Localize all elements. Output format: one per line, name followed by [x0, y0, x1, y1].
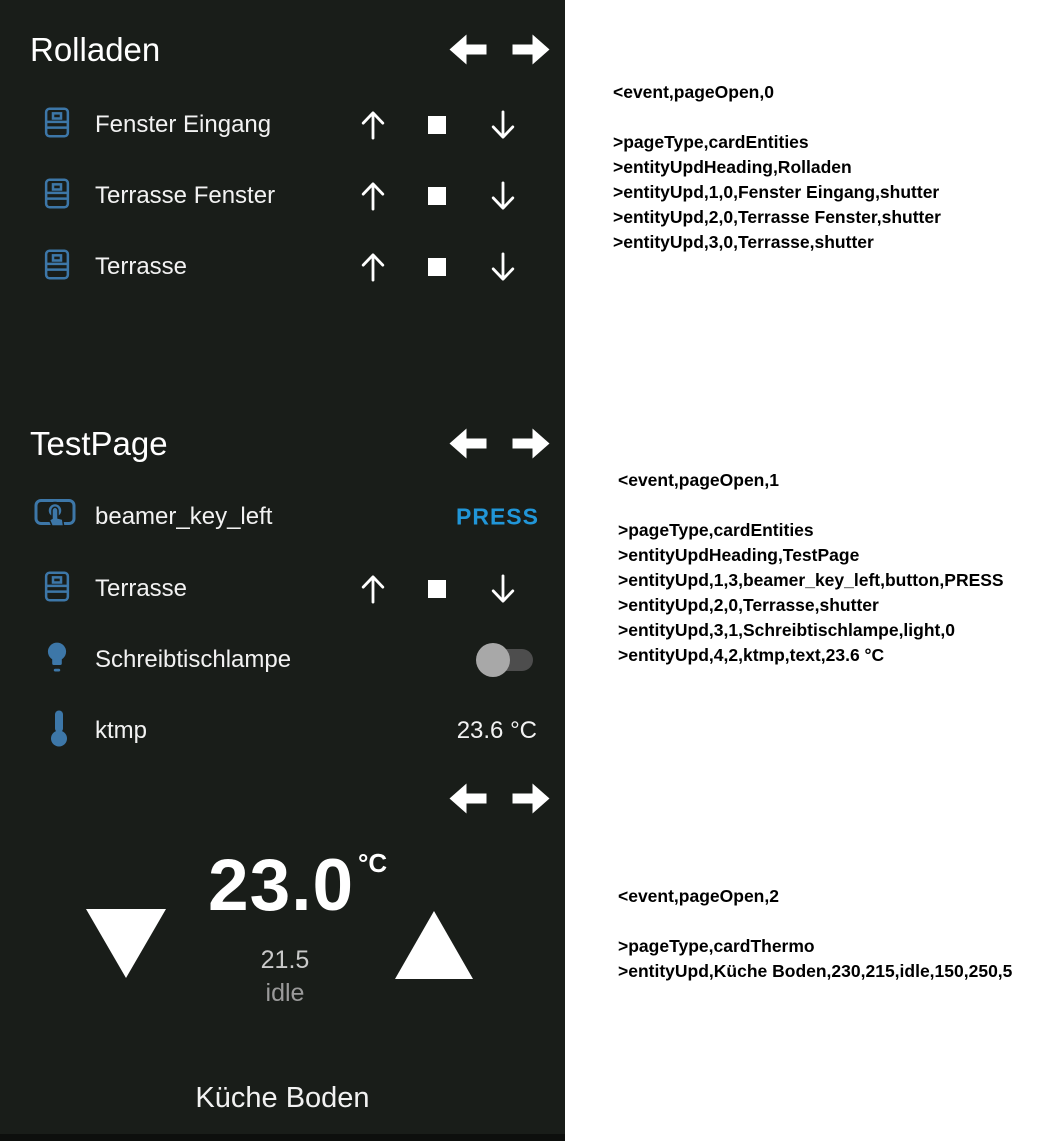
protocol-line: >entityUpd,3,1,Schreibtischlampe,light,0 [618, 620, 955, 640]
shutter-down-button[interactable] [483, 105, 523, 145]
gesture-tap-button-icon [33, 496, 77, 539]
entity-label: Schreibtischlampe [95, 646, 292, 673]
protocol-line: >entityUpd,1,0,Fenster Eingang,shutter [613, 182, 940, 202]
protocol-line: <event,pageOpen,1 [618, 470, 779, 490]
nav-previous-arrow-icon[interactable] [449, 428, 487, 459]
protocol-block-page0 [613, 80, 941, 255]
window-shutter-icon [43, 249, 71, 286]
sensor-value: 23.6 °C [456, 717, 537, 744]
entity-row-light [0, 637, 565, 683]
protocol-line: >pageType,cardEntities [618, 520, 814, 540]
protocol-line: <event,pageOpen,2 [618, 886, 779, 906]
entity-label: Terrasse [95, 253, 188, 280]
nav-next-arrow-icon[interactable] [512, 428, 550, 459]
light-toggle-switch[interactable] [476, 643, 533, 677]
stop-square-icon [428, 187, 446, 205]
window-shutter-icon [43, 571, 71, 608]
nav-previous-arrow-icon[interactable] [449, 34, 487, 65]
entity-row-shutter [0, 173, 565, 219]
window-shutter-icon [43, 178, 71, 215]
panel-bottom-strip [0, 1134, 565, 1141]
protocol-line: >pageType,cardThermo [618, 936, 815, 956]
protocol-line: >entityUpd,Küche Boden,230,215,idle,150,250,5 [618, 961, 1013, 981]
protocol-line: >entityUpdHeading,Rolladen [613, 157, 852, 177]
shutter-stop-button[interactable] [417, 105, 457, 145]
shutter-up-button[interactable] [353, 176, 393, 216]
thermometer-icon [50, 710, 68, 753]
protocol-line: >entityUpdHeading,TestPage [618, 545, 860, 565]
entity-row-shutter [0, 244, 565, 290]
nav-next-arrow-icon[interactable] [512, 783, 550, 814]
setpoint-temperature: 21.5 [260, 946, 310, 974]
thermostat-name: Küche Boden [195, 1082, 370, 1114]
protocol-line: >entityUpd,4,2,ktmp,text,23.6 °C [618, 645, 885, 665]
stop-square-icon [428, 580, 446, 598]
current-temperature: 23.0 [208, 845, 355, 926]
shutter-up-button[interactable] [353, 569, 393, 609]
shutter-down-button[interactable] [483, 247, 523, 287]
stop-square-icon [428, 116, 446, 134]
protocol-line: >pageType,cardEntities [613, 132, 809, 152]
shutter-up-button[interactable] [353, 105, 393, 145]
protocol-block-page2 [618, 884, 1012, 984]
protocol-line [618, 493, 1004, 518]
protocol-line [613, 105, 941, 130]
toggle-knob [476, 643, 510, 677]
protocol-block-page1 [618, 468, 1004, 668]
hvac-state: idle [265, 979, 305, 1007]
shutter-down-button[interactable] [483, 569, 523, 609]
nav-next-arrow-icon[interactable] [512, 34, 550, 65]
protocol-line: >entityUpd,1,3,beamer_key_left,button,PRESS [618, 570, 1004, 590]
entity-row-shutter [0, 102, 565, 148]
entity-label: beamer_key_left [95, 503, 273, 530]
window-shutter-icon [43, 107, 71, 144]
shutter-stop-button[interactable] [417, 176, 457, 216]
entity-row-text [0, 708, 565, 754]
shutter-stop-button[interactable] [417, 247, 457, 287]
protocol-line [618, 909, 1012, 934]
stop-square-icon [428, 258, 446, 276]
entity-label: Terrasse [95, 575, 188, 602]
page-title: Rolladen [30, 31, 161, 68]
protocol-line: >entityUpd,2,0,Terrasse,shutter [618, 595, 879, 615]
temperature-unit: °C [358, 848, 388, 878]
entity-label: ktmp [95, 717, 148, 744]
entity-label: Terrasse Fenster [95, 182, 276, 209]
page-title: TestPage [30, 425, 168, 462]
entity-row-shutter [0, 566, 565, 612]
lightbulb-icon [44, 642, 70, 679]
nav-previous-arrow-icon[interactable] [449, 783, 487, 814]
entity-label: Fenster Eingang [95, 111, 272, 138]
protocol-line: >entityUpd,3,0,Terrasse,shutter [613, 232, 874, 252]
shutter-down-button[interactable] [483, 176, 523, 216]
shutter-up-button[interactable] [353, 247, 393, 287]
protocol-line: <event,pageOpen,0 [613, 82, 774, 102]
entity-row-button [0, 494, 565, 540]
protocol-line: >entityUpd,2,0,Terrasse Fenster,shutter [613, 207, 941, 227]
shutter-stop-button[interactable] [417, 569, 457, 609]
press-button[interactable]: PRESS [456, 503, 539, 530]
